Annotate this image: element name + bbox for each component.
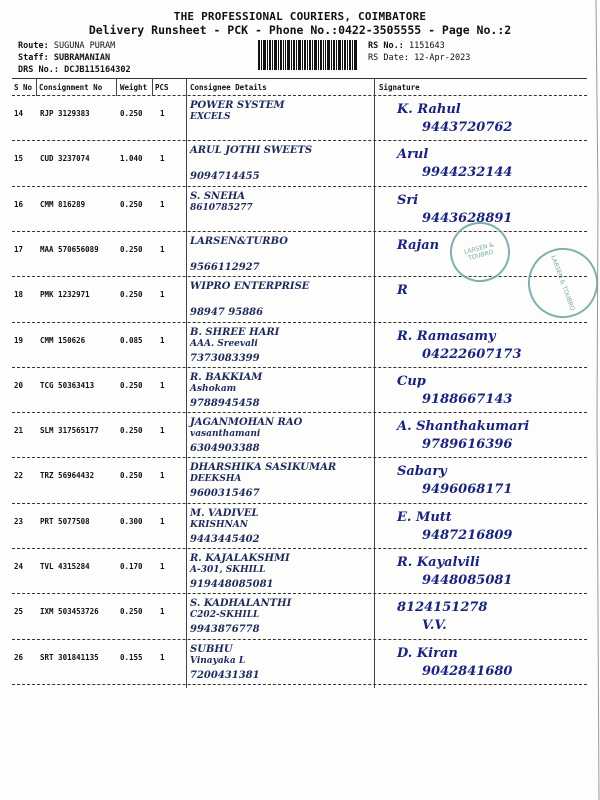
consignee-handwriting: S. SNEHA bbox=[190, 190, 246, 202]
row-sno: 26 bbox=[14, 652, 24, 662]
signature-mark: D. Kiran bbox=[397, 645, 458, 661]
row-sno: 24 bbox=[14, 562, 24, 571]
signature-mark: R. Kayalvili bbox=[397, 555, 480, 570]
consignee-handwriting: WIPRO ENTERPRISE bbox=[190, 281, 310, 293]
staff-label: Staff: bbox=[18, 53, 49, 63]
col-divider bbox=[116, 78, 117, 96]
consignee-handwriting: B. SHREE HARI bbox=[190, 326, 280, 338]
row-weight: 0.250 bbox=[120, 199, 143, 209]
signature-mark: 8124151278 bbox=[397, 600, 488, 616]
row-sno: 20 bbox=[14, 380, 24, 390]
table-row bbox=[12, 277, 592, 323]
staff-line bbox=[18, 53, 110, 63]
consignee-handwriting: POWER SYSTEM bbox=[190, 100, 285, 111]
rs-date-line bbox=[368, 53, 470, 63]
barcode bbox=[258, 40, 358, 70]
col-signature: Signature bbox=[379, 83, 420, 92]
signature-phone: 9487216809 bbox=[422, 527, 513, 543]
consignee-handwriting: DEEKSHA bbox=[190, 474, 242, 485]
table-row bbox=[12, 323, 592, 369]
row-pcs: 1 bbox=[160, 471, 165, 481]
consignee-handwriting: 6304903388 bbox=[190, 443, 260, 455]
signature-mark: Sabary bbox=[397, 464, 447, 480]
signature-phone: 9443720762 bbox=[422, 120, 513, 135]
row-consignment: MAA 570656089 bbox=[40, 244, 99, 254]
table-row bbox=[12, 141, 592, 187]
row-pcs: 1 bbox=[160, 380, 165, 390]
consignee-handwriting: vasanthamani bbox=[190, 429, 261, 440]
consignee-handwriting: EXCELS bbox=[190, 112, 231, 122]
row-consignment: RJP 3129383 bbox=[40, 109, 90, 118]
consignee-handwriting: AAA. Sreevali bbox=[190, 338, 258, 349]
row-weight: 0.250 bbox=[120, 607, 143, 617]
table-row bbox=[12, 413, 592, 459]
consignee-handwriting: S. KADHALANTHI bbox=[190, 598, 292, 610]
row-consignment: PMK 1232971 bbox=[40, 290, 90, 300]
signature-mark: Rajan bbox=[397, 237, 440, 253]
row-pcs: 1 bbox=[160, 516, 165, 526]
table-row bbox=[12, 96, 592, 142]
signature-phone: 9944232144 bbox=[422, 165, 513, 181]
row-consignment: TCG 50363413 bbox=[40, 380, 95, 390]
signature-mark: R bbox=[397, 283, 408, 299]
row-weight: 0.250 bbox=[120, 244, 143, 254]
header-top-rule bbox=[12, 78, 587, 79]
consignee-handwriting: 9943876778 bbox=[190, 624, 260, 636]
rs-no-label: RS No.: bbox=[368, 41, 404, 51]
signature-phone: 9042841680 bbox=[422, 663, 513, 679]
consignee-handwriting: DHARSHIKA SASIKUMAR bbox=[190, 462, 337, 474]
drs-line bbox=[18, 65, 131, 75]
col-pcs: PCS bbox=[155, 83, 169, 92]
col-divider bbox=[36, 78, 37, 96]
company-stamp: LARSEN & TOUBRO bbox=[518, 238, 600, 328]
col-consignee: Consignee Details bbox=[190, 83, 267, 92]
col-sno: S No bbox=[14, 83, 33, 92]
row-pcs: 1 bbox=[160, 562, 165, 571]
consignee-handwriting: 9566112927 bbox=[190, 261, 260, 273]
consignee-handwriting: Ashokam bbox=[190, 383, 237, 394]
signature-mark: Cup bbox=[397, 373, 426, 389]
consignee-handwriting: 98947 95886 bbox=[190, 307, 264, 319]
consignee-handwriting: 7373083399 bbox=[190, 352, 260, 364]
row-sno: 23 bbox=[14, 516, 24, 526]
table-row bbox=[12, 594, 592, 640]
row-consignment: TRZ 56964432 bbox=[40, 471, 95, 481]
consignee-handwriting: LARSEN&TURBO bbox=[190, 235, 288, 247]
row-sno: 25 bbox=[14, 607, 24, 617]
row-consignment: SLM 317565177 bbox=[40, 426, 99, 436]
consignee-handwriting: 7200431381 bbox=[190, 669, 260, 681]
row-weight: 0.250 bbox=[120, 426, 143, 436]
consignee-handwriting: SUBHU bbox=[190, 643, 233, 655]
drs-label: DRS No.: bbox=[18, 65, 59, 75]
row-weight: 0.300 bbox=[120, 516, 143, 526]
row-sno: 19 bbox=[14, 335, 24, 345]
signature-phone: 9496068171 bbox=[422, 482, 513, 498]
signature-phone: V.V. bbox=[422, 618, 447, 634]
drs-value: DCJB115164302 bbox=[64, 65, 131, 75]
consignee-handwriting: JAGANMOHAN RAO bbox=[190, 417, 303, 429]
row-pcs: 1 bbox=[160, 335, 165, 345]
row-consignment: CUD 3237074 bbox=[40, 154, 90, 164]
consignee-handwriting: 919448085081 bbox=[190, 579, 274, 590]
consignee-handwriting: R. BAKKIAM bbox=[190, 371, 263, 383]
consignee-handwriting: 9600315467 bbox=[190, 488, 260, 500]
table-row bbox=[12, 640, 592, 686]
row-pcs: 1 bbox=[160, 244, 165, 254]
company-title: THE PROFESSIONAL COURIERS, COIMBATORE bbox=[173, 10, 427, 23]
table-header bbox=[12, 83, 592, 95]
row-consignment: CMM 150626 bbox=[40, 335, 86, 345]
row-sno: 18 bbox=[14, 290, 24, 300]
company-stamp: LARSEN & TOUBRO bbox=[443, 215, 516, 288]
row-pcs: 1 bbox=[160, 652, 165, 662]
route-value: SUGUNA PURAM bbox=[53, 41, 116, 51]
table-row bbox=[12, 549, 592, 595]
consignee-handwriting: 9788945458 bbox=[190, 397, 260, 409]
row-pcs: 1 bbox=[160, 199, 165, 209]
col-divider bbox=[152, 78, 153, 96]
rs-date-label: RS Date: bbox=[368, 53, 409, 63]
signature-phone: 9448085081 bbox=[422, 573, 513, 588]
table-row bbox=[12, 458, 592, 504]
runsheet-subtitle: Delivery Runsheet - PCK - Phone No.:0422-3505555 - Page No.:2 bbox=[88, 23, 512, 37]
col-consignment: Consignment No bbox=[39, 83, 103, 92]
row-weight: 0.155 bbox=[120, 652, 143, 662]
row-separator bbox=[12, 684, 587, 685]
signature-mark: A. Shanthakumari bbox=[397, 419, 530, 435]
row-sno: 16 bbox=[14, 199, 24, 209]
row-weight: 0.250 bbox=[120, 471, 143, 481]
signature-phone: 9789616396 bbox=[422, 437, 513, 453]
row-weight: 0.085 bbox=[120, 335, 143, 345]
row-consignment: PRT 5077508 bbox=[40, 516, 90, 526]
row-consignment: SRT 301841135 bbox=[40, 652, 99, 662]
row-pcs: 1 bbox=[160, 607, 165, 617]
signature-mark: Sri bbox=[397, 192, 419, 208]
row-pcs: 1 bbox=[160, 426, 165, 436]
table-row bbox=[12, 187, 592, 233]
row-pcs: 1 bbox=[160, 154, 165, 164]
row-pcs: 1 bbox=[160, 109, 165, 118]
rs-no-line bbox=[368, 41, 445, 51]
row-weight: 0.250 bbox=[120, 290, 143, 300]
consignee-handwriting: C202-SKHILL bbox=[190, 610, 260, 621]
signature-mark: E. Mutt bbox=[397, 509, 452, 525]
signature-mark: K. Rahul bbox=[397, 102, 461, 117]
consignee-handwriting: M. VADIVEL bbox=[190, 507, 259, 519]
route-line bbox=[18, 41, 115, 51]
staff-value: SUBRAMANIAN bbox=[53, 53, 111, 63]
row-pcs: 1 bbox=[160, 290, 165, 300]
row-sno: 14 bbox=[14, 109, 24, 118]
signature-mark: Arul bbox=[397, 147, 429, 163]
consignee-handwriting: KRISHNAN bbox=[190, 519, 248, 530]
route-label: Route: bbox=[18, 41, 49, 51]
rs-date-value: 12-Apr-2023 bbox=[414, 53, 471, 63]
consignee-handwriting: Vinayaka L bbox=[190, 655, 246, 666]
row-sno: 15 bbox=[14, 154, 24, 164]
row-sno: 21 bbox=[14, 426, 24, 436]
signature-phone: 04222607173 bbox=[422, 346, 522, 362]
table-row bbox=[12, 504, 592, 550]
signature-phone: 9443628891 bbox=[422, 210, 513, 226]
consignee-handwriting: 8610785277 bbox=[190, 202, 253, 213]
row-consignment: CMM 816289 bbox=[40, 199, 86, 209]
row-weight: 0.250 bbox=[120, 109, 143, 118]
consignee-handwriting: ARUL JOTHI SWEETS bbox=[190, 145, 313, 157]
row-consignment: IXM 503453726 bbox=[40, 607, 99, 617]
row-sno: 22 bbox=[14, 471, 24, 481]
table-row bbox=[12, 368, 592, 414]
row-consignment: TVL 4315284 bbox=[40, 562, 90, 571]
row-weight: 0.250 bbox=[120, 380, 143, 390]
rs-no-value: 1151643 bbox=[408, 41, 445, 51]
row-sno: 17 bbox=[14, 244, 24, 254]
signature-mark: R. Ramasamy bbox=[397, 328, 496, 344]
consignee-handwriting: A-301, SKHILL bbox=[190, 565, 266, 575]
consignee-handwriting: R. KAJALAKSHMI bbox=[190, 553, 290, 564]
signature-phone: 9188667143 bbox=[422, 391, 513, 407]
consignee-handwriting: 9094714455 bbox=[190, 171, 260, 183]
col-weight: Weight bbox=[120, 83, 148, 92]
row-weight: 1.040 bbox=[120, 154, 143, 164]
consignee-handwriting: 9443445402 bbox=[190, 533, 260, 545]
row-weight: 0.170 bbox=[120, 562, 143, 571]
